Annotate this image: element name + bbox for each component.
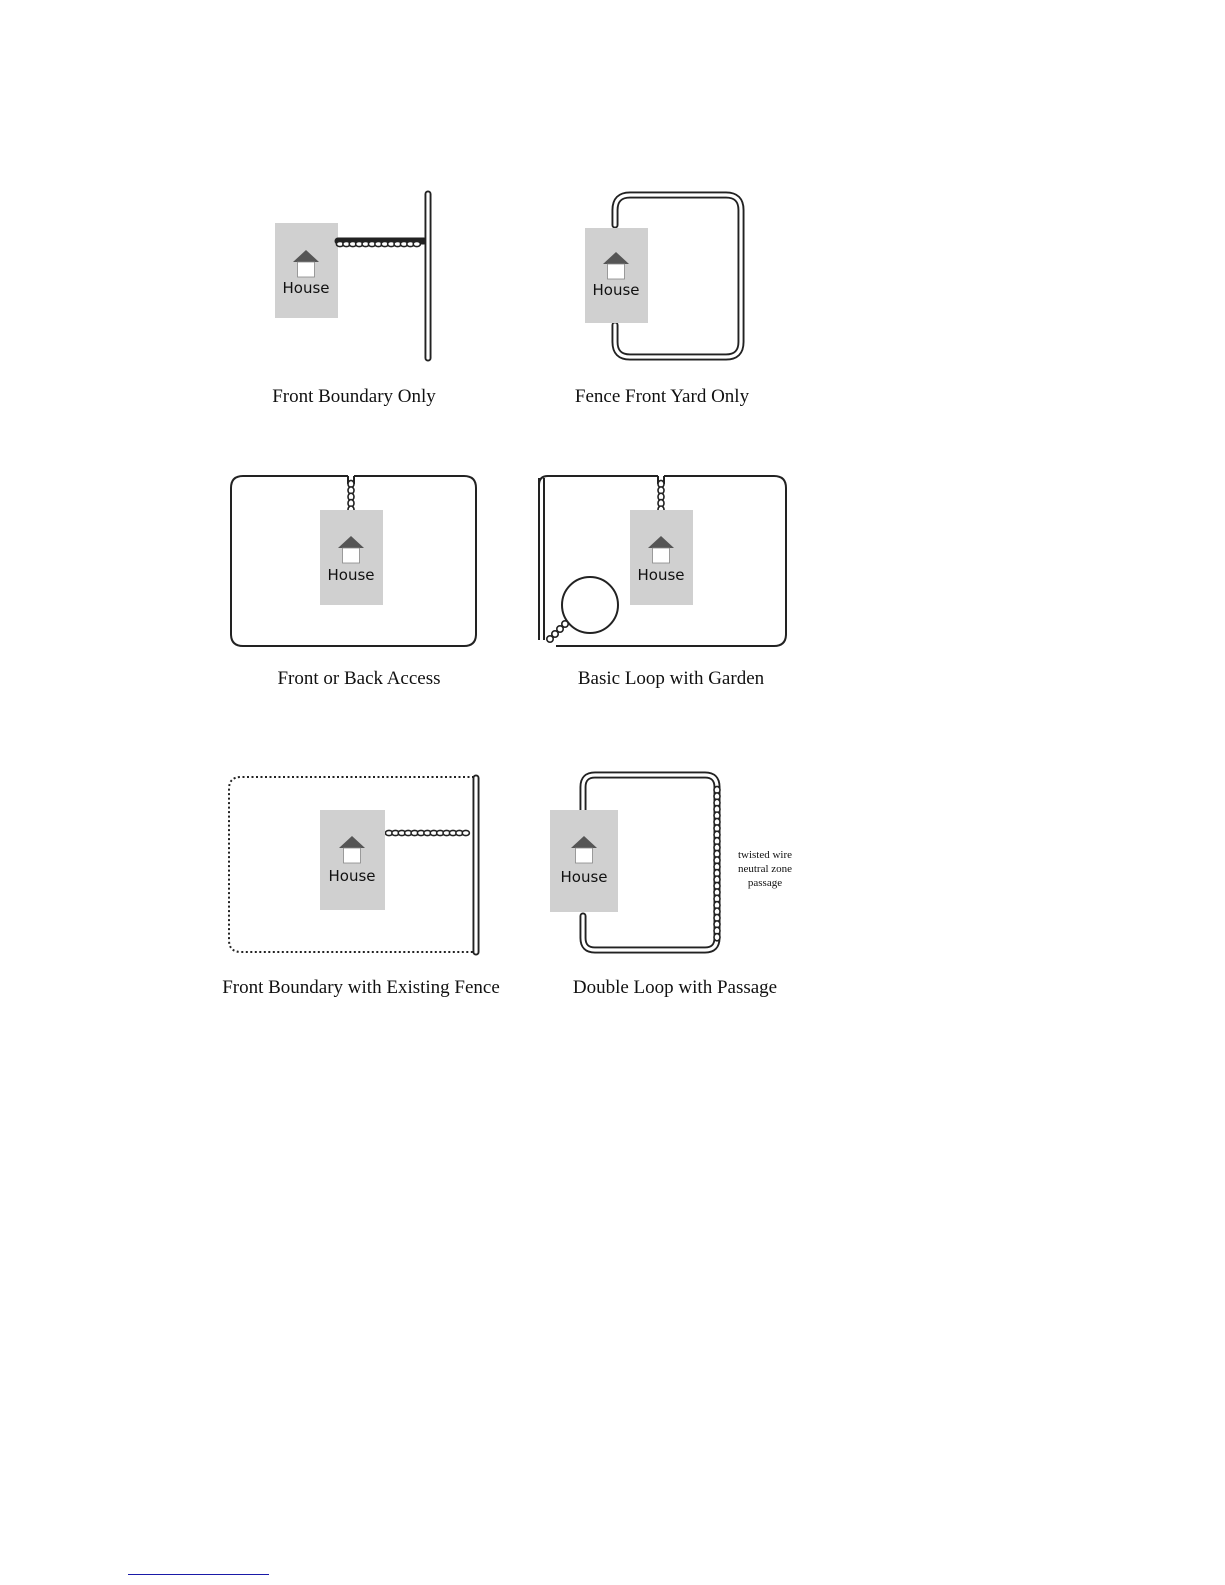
- caption-front-boundary-only: Front Boundary Only: [272, 386, 436, 407]
- diagram-fence-front-yard-only: [575, 195, 750, 407]
- house-label: House: [328, 867, 376, 885]
- caption-fence-front-yard-only: Fence Front Yard Only: [574, 386, 750, 407]
- caption-basic-loop-with-garden: Basic Loop with Garden: [577, 668, 765, 689]
- twisted-wire-links: [385, 830, 469, 835]
- house-label: House: [282, 279, 330, 297]
- annotation-line-2: neutral zone: [737, 863, 793, 875]
- diagram-basic-loop-with-garden: [539, 476, 786, 689]
- passage-twisted-wire: [714, 786, 720, 940]
- caption-front-or-back-access: Front or Back Access: [277, 668, 441, 689]
- house-label: House: [327, 566, 375, 584]
- footnote-rule: [128, 1574, 269, 1575]
- twist-link: [714, 934, 720, 941]
- garden-loop: [562, 577, 618, 633]
- twisted-wire-links: [658, 480, 664, 513]
- diagram-front-boundary-existing-fence: [222, 777, 500, 998]
- twist-link: [462, 830, 469, 835]
- caption-double-loop-with-passage: Double Loop with Passage: [572, 977, 778, 998]
- twisted-wire-links: [348, 480, 354, 513]
- house-label: House: [592, 281, 640, 299]
- house-label: House: [637, 566, 685, 584]
- annotation-line-3: passage: [747, 877, 783, 889]
- annotation-line-1: twisted wire: [737, 849, 793, 861]
- garden-twisted-wire: [547, 621, 568, 642]
- house-label: House: [560, 868, 608, 886]
- caption-front-boundary-existing-fence: Front Boundary with Existing Fence: [222, 977, 500, 998]
- diagram-front-boundary-only: [272, 194, 436, 407]
- diagram-double-loop-with-passage: [550, 775, 792, 998]
- diagram-front-or-back-access: [231, 476, 476, 689]
- twist-link: [413, 241, 420, 246]
- twisted-wire-links: [336, 241, 420, 246]
